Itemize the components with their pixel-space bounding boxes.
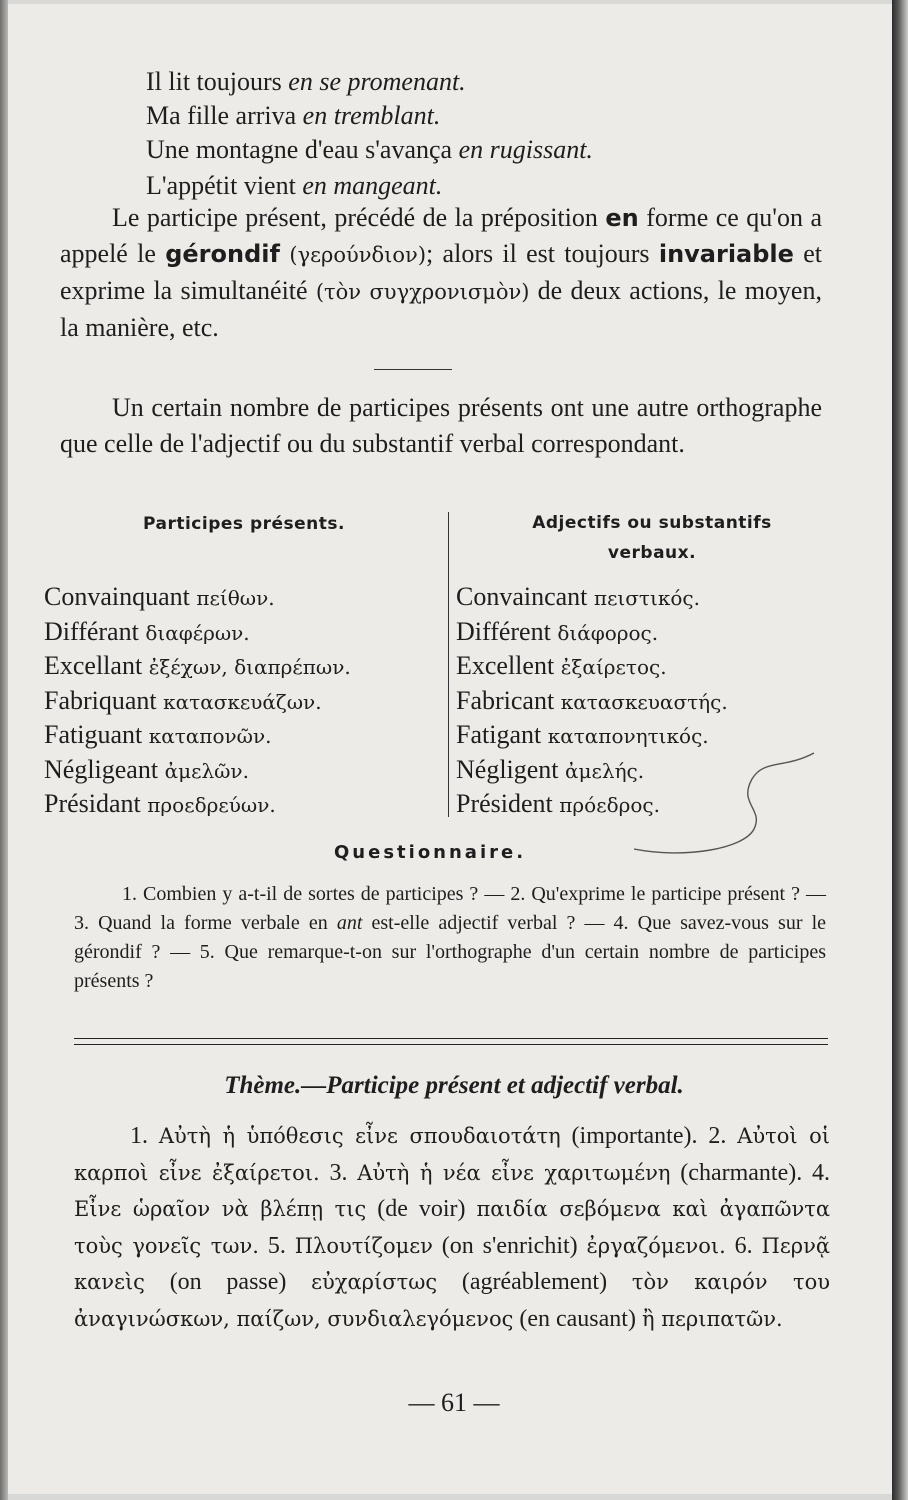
right-column-header: Adjectifs ou substantifs verbaux. — [532, 513, 772, 563]
present-participle-row: Présidant προεδρεύων. — [44, 789, 276, 818]
column-divider — [448, 512, 449, 817]
left-column-header: Participes présents. — [143, 514, 345, 534]
bold-invariable: invariable — [658, 240, 794, 268]
present-participle-row: Convainquant πείθων. — [44, 582, 275, 611]
verbal-adjective-row: Excellent ἐξαίρετος. — [456, 651, 667, 680]
gerondif-rule-paragraph: Le participe présent, précédé de la préposition en forme ce qu'on a appelé le gérondif (γερούνδιον); alors il est toujours invariable et exprime la simultanéité (τὸν συγχρονισμὸν) de deux actions, le moyen, la manière, etc. — [60, 203, 822, 342]
pen-scribble-mark — [614, 749, 834, 869]
present-participle-row: Négligeant ἀμελῶν. — [44, 754, 249, 784]
example-line-4: L'appétit vient en mangeant. — [146, 171, 443, 200]
orthography-note: Un certain nombre de participes présents ont une autre orthographe que celle de l'adjectif ou du substantif verbal correspondant. — [60, 393, 822, 458]
bold-gerondif: gérondif — [165, 240, 280, 268]
bold-en: en — [605, 204, 639, 232]
example-line-2: Ma fille arriva en tremblant. — [146, 101, 441, 130]
questionnaire-title: Questionnaire. — [334, 842, 527, 863]
section-divider — [374, 369, 452, 370]
present-participle-row: Fatiguant καταπονῶν. — [44, 720, 272, 749]
present-participle-row: Différant διαφέρων. — [44, 616, 250, 646]
theme-title: Thème.—Participe présent et adjectif verbal. — [224, 1072, 684, 1099]
present-participle-row: Excellant ἐξέχων, διαπρέπων. — [44, 651, 351, 680]
verbal-adjective-row: Convaincant πειστικός. — [456, 582, 700, 611]
double-rule-top — [74, 1038, 828, 1039]
book-page — [8, 4, 898, 1494]
verbal-adjective-row: Différent διάφορος. — [456, 616, 659, 646]
present-participle-row: Fabriquant κατασκευάζων. — [44, 685, 322, 715]
verbal-adjective-row: Fabricant κατασκευαστής. — [456, 685, 728, 715]
double-rule-bottom — [74, 1044, 828, 1045]
page-spine-shadow — [0, 0, 8, 1500]
example-line-1: Il lit toujours en se promenant. — [146, 67, 466, 96]
page-edge-shadow — [892, 0, 908, 1500]
verbal-adjective-row: Fatigant καταπονητικός. — [456, 720, 709, 749]
verbal-adjective-row: Président πρόεδρος. — [456, 789, 660, 818]
verbal-adjective-row: Négligent ἀμελής. — [456, 754, 645, 784]
theme-exercise: 1. Αὐτὴ ἡ ὑπόθεσις εἶνε σπουδαιοτάτη (importante). 2. Αὐτοὶ οἱ καρποὶ εἶνε ἐξαίρετοι. 3. Αὐτὴ ἡ νέα εἶνε χαριτωμένη (charmante). 4. Εἶνε ὡραῖον νὰ βλέπῃ τις (de voir) παιδία σεβόμενα καὶ ἀγαπῶντα τοὺς γονεῖς των. 5. Πλουτίζομεν (on s'enrichit) ἐργαζόμενοι. 6. Περνᾷ κανεὶς (on passe) εὐχαρίστως (agréablement) τὸν καιρόν του ἀναγινώσκων, παίζων, συνδιαλεγόμενος (en causant) ἢ περιπατῶν. — [74, 1123, 831, 1332]
page-number: — 61 — — [408, 1388, 500, 1417]
example-line-3: Une montagne d'eau s'avança en rugissant. — [146, 135, 593, 164]
questionnaire-text: 1. Combien y a-t-il de sortes de participes ? — 2. Qu'exprime le participe présent ? — 3. Quand la forme verbale en ant est-elle adjectif verbal ? — 4. Que savez-vous sur le gérondif ? — 5. Que remarque-t-on sur l'orthographe d'un certain nombre de participes présents ? — [74, 883, 827, 992]
